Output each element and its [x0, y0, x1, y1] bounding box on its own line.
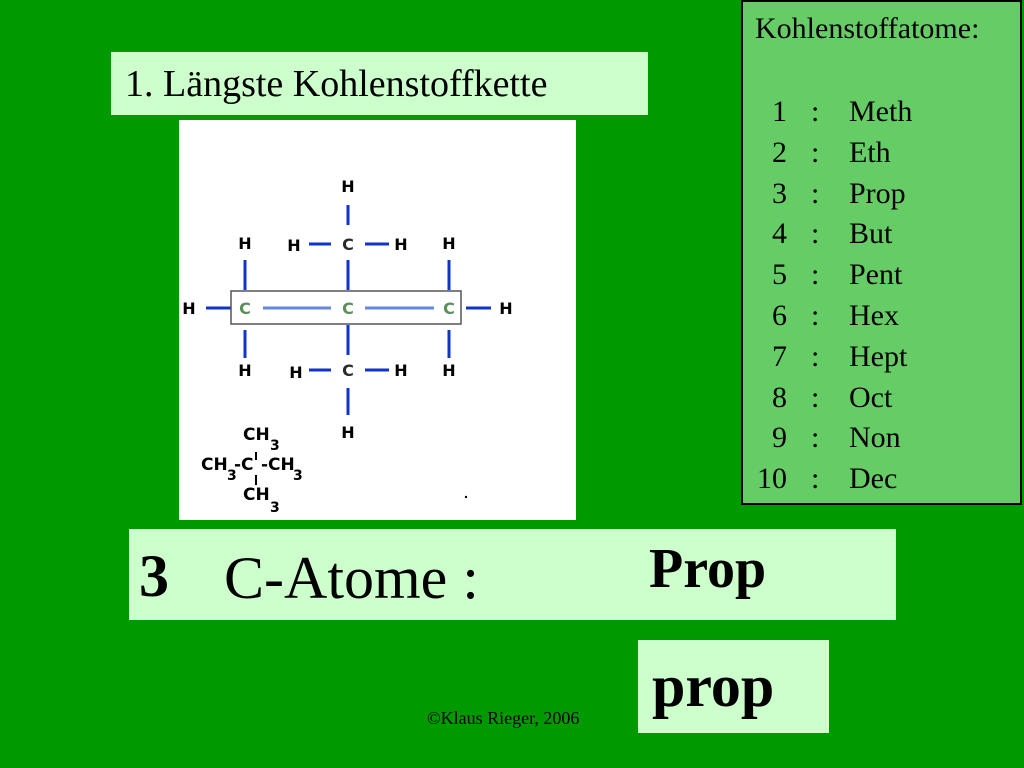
legend-num: 4: [772, 217, 787, 251]
legend-colon: :: [811, 339, 820, 373]
legend-row: [743, 174, 1013, 214]
chain-atom-c: C: [342, 299, 354, 318]
molecule-diagram: [179, 120, 576, 520]
copyright-notice: ©Klaus Rieger, 2006: [427, 708, 580, 728]
atom-h: H: [289, 363, 303, 382]
atom-h: H: [442, 234, 456, 253]
legend-colon: :: [811, 95, 820, 128]
stem-name: Prop: [649, 538, 767, 600]
slide-title-text: 1. Längste Kohlenstoffkette: [125, 62, 548, 105]
structural-formula-svg: [179, 120, 576, 520]
formula-right-ch: -CH: [261, 455, 295, 475]
legend-colon: :: [811, 176, 820, 210]
legend-num: 7: [772, 339, 787, 373]
legend-row: [743, 418, 1013, 458]
legend-colon: :: [811, 217, 820, 251]
atom-h: H: [442, 361, 456, 380]
carbon-count-legend: [741, 0, 1022, 505]
legend-colon: :: [811, 380, 820, 414]
formula-left-ch: CH: [201, 455, 228, 475]
legend-num: 6: [772, 299, 787, 332]
atom-h: H: [287, 236, 301, 255]
formula-bottom-ch: CH: [243, 485, 270, 505]
legend-num: 1: [772, 95, 787, 128]
legend-name: Dec: [849, 462, 898, 496]
atom-h: H: [341, 423, 355, 442]
legend-name: Oct: [849, 380, 893, 414]
legend-name: Pent: [849, 258, 903, 292]
legend-row: [743, 459, 1013, 499]
legend-colon: :: [811, 135, 820, 169]
legend-row: [743, 378, 1013, 418]
atom-h: H: [394, 235, 408, 254]
legend-name: Hept: [849, 339, 908, 373]
formula-top-ch: CH: [243, 425, 270, 445]
formula-sub: 3: [227, 468, 237, 484]
legend-num: 10: [757, 462, 787, 496]
legend-name: Non: [849, 421, 901, 455]
atom-h: H: [182, 299, 196, 318]
legend-colon: :: [811, 258, 820, 292]
atom-c: C: [342, 361, 354, 380]
legend-colon: :: [811, 421, 820, 455]
legend-name: Hex: [849, 299, 899, 332]
formula-center-c: -C: [234, 455, 254, 475]
legend-num: 8: [772, 380, 787, 414]
atom-h: H: [238, 361, 252, 380]
atom-h: H: [394, 361, 408, 380]
legend-num: 2: [772, 135, 787, 169]
legend-name: Meth: [849, 95, 913, 128]
legend-num: 9: [772, 421, 787, 455]
result-box: [129, 529, 896, 620]
legend-name: Prop: [849, 176, 906, 210]
formula-sub: 3: [270, 438, 280, 454]
legend-row: [743, 214, 1013, 254]
legend-colon: :: [811, 299, 820, 332]
legend-row: [743, 92, 1013, 132]
legend-row: [743, 337, 1013, 377]
slide-title: [111, 52, 648, 115]
atom-c: C: [342, 235, 354, 254]
chain-atom-c: C: [239, 299, 251, 318]
atom-h: H: [238, 234, 252, 253]
legend-num: 5: [772, 258, 787, 292]
prefix-box: [638, 640, 829, 733]
legend-num: 3: [772, 176, 787, 210]
formula-sub: 3: [270, 500, 280, 516]
legend-row: [743, 296, 1013, 336]
legend-row: [743, 255, 1013, 295]
carbon-count-label: C-Atome :: [224, 545, 479, 611]
chain-atom-c: C: [443, 299, 455, 318]
formula-sub: 3: [293, 468, 303, 484]
legend-colon: :: [811, 462, 820, 496]
prefix-text: prop: [652, 653, 775, 719]
atom-h: H: [341, 177, 355, 196]
legend-name: But: [849, 217, 893, 251]
legend-name: Eth: [849, 135, 891, 169]
legend-row: [743, 133, 1013, 173]
legend-heading: Kohlenstoffatome:: [755, 12, 980, 45]
carbon-count: 3: [139, 543, 169, 609]
atom-h: H: [499, 299, 513, 318]
